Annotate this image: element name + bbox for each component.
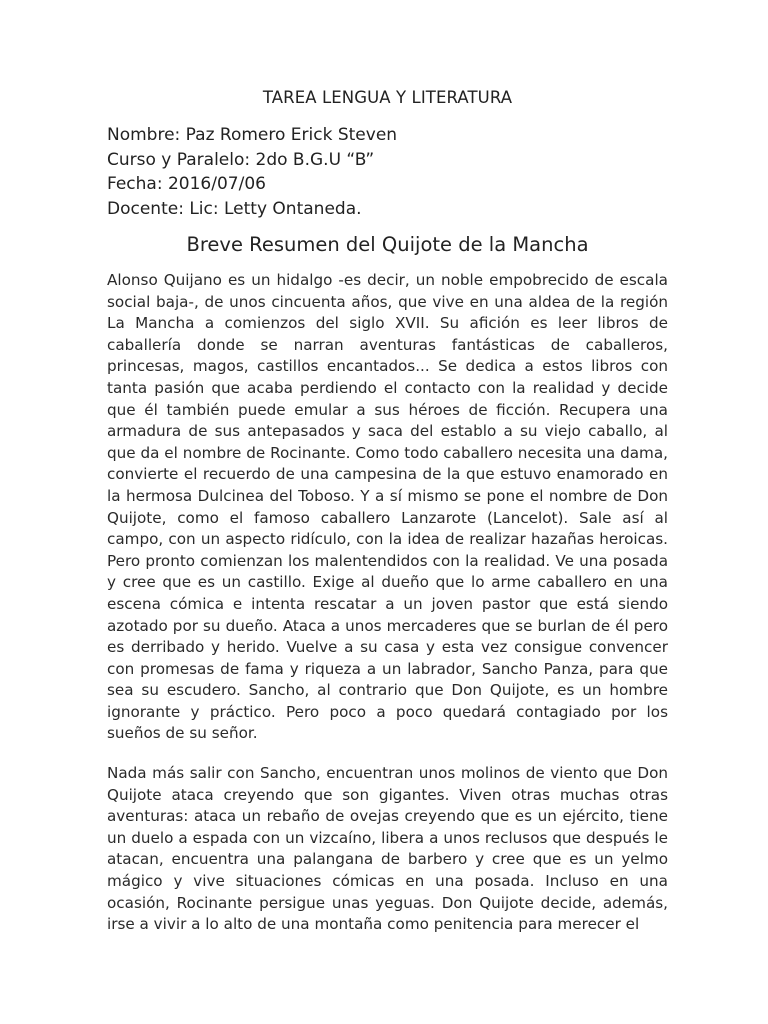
student-name-line: Nombre: Paz Romero Erick Steven	[107, 125, 398, 145]
assignment-title: TAREA LENGUA Y LITERATURA	[262, 88, 513, 107]
summary-heading: Breve Resumen del Quijote de la Mancha	[186, 233, 589, 256]
date-line: Fecha: 2016/07/06	[107, 174, 266, 194]
course-line: Curso y Paralelo: 2do B.G.U “B”	[107, 149, 375, 170]
summary-paragraph-1: Alonso Quijano es un hidalgo -es decir, un noble empobrecido de escala social baja-, de unos cincuenta años, que vive en una aldea de la región La Mancha a comienzos del siglo XVII. Su afición es leer libros de caballería donde se narran aventuras fantásticas de caballeros, princesas, magos, castillos encantados... Se dedica a estos libros con tanta pasión que acaba perdiendo el contacto con la realidad y decide que él también puede emular a sus héroes de ficción. Recupera una armadura de sus antepasados y saca del establo a su viejo caballo, al que da el nombre de Rocinante. Como todo caballero necesita una dama, convierte el recuerdo de una campesina de la que estuvo enamorado en la hermosa Dulcinea del Toboso. Y a sí mismo se pone el nombre de Don Quijote, como el famoso caballero Lanzarote (Lancelot). Sale así al campo, con un aspecto ridículo, con la idea de realizar hazañas heroicas. Pero pronto comienzan los malentendidos con la realidad. Ve una posada y cree que es un castillo. Exige al dueño que lo arme caballero en una escena cómica e intenta rescatar a un joven pastor que está siendo azotado por su dueño. Ataca a unos mercaderes que se burlan de él pero es derribado y herido. Vuelve a su casa y esta vez consigue convencer con promesas de fama y riqueza a un labrador, Sancho Panza, para que sea su escudero. Sancho, al contrario que Don Quijote, es un hombre ignorante y práctico. Pero poco a poco quedará contagiado por los sueños de su señor.	[107, 271, 668, 743]
summary-paragraph-2: Nada más salir con Sancho, encuentran unos molinos de viento que Don Quijote ataca creyendo que son gigantes. Viven otras muchas otras aventuras: ataca un rebaño de ovejas creyendo que es un ejército, tiene un duelo a espada con un vizcaíno, libera a unos reclusos que después le atacan, encuentra una palangana de barbero y cree que es un yelmo mágico y vive situaciones cómicas en una posada. Incluso en una ocasión, Rocinante persigue unas yeguas. Don Quijote decide, además, irse a vivir a lo alto de una montaña como penitencia para merecer el	[107, 764, 668, 934]
teacher-line: Docente: Lic: Letty Ontaneda.	[107, 198, 362, 219]
student-info	[107, 123, 668, 221]
